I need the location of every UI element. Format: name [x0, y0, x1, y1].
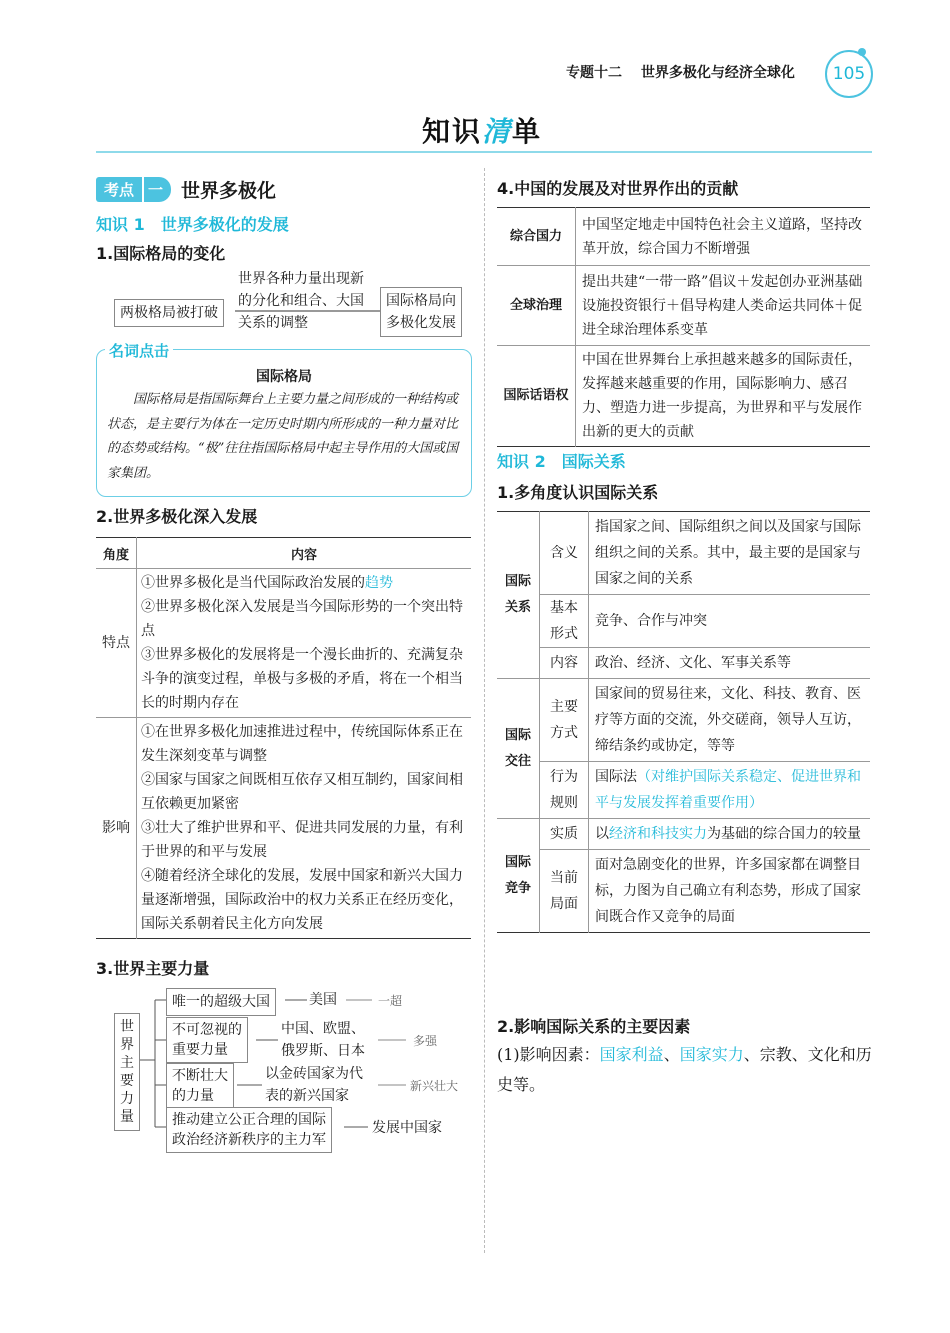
term-box-text: 国际格局是指国际舞台上主要力量之间形成的一种结构或状态，是主要行为体在一定历史时期内所形成的一种力量对比的态势或结构。“极”往往指国际格局中起主导作用的大国或国家集团。 — [107, 392, 459, 481]
table-row — [497, 512, 870, 595]
sub-label: 实质 — [540, 819, 589, 850]
sec1-mid-line: 关系的调整 — [238, 315, 308, 331]
term-box-body — [107, 388, 463, 486]
kaodian-tag: 考点 — [96, 177, 142, 202]
sub-label: 基本形式 — [540, 595, 589, 648]
sub-label: 当前局面 — [540, 850, 589, 933]
row-content: 中国在世界舞台上承担越来越多的国际责任，发挥越来越重要的作用，国际影响力、感召力、塑造力进一步提高，为世界和平与发展作出新的更大的贡献 — [582, 352, 862, 440]
sec1-mid-line: 世界各种力量出现新 — [238, 271, 364, 287]
force-mid-line: 以金砖国家为代 — [265, 1066, 363, 1082]
banner-word-2: 清 — [482, 115, 513, 148]
kaodian-number: 一 — [144, 177, 171, 202]
table-row — [497, 208, 870, 266]
table-row — [497, 679, 870, 762]
kaodian-title: 世界多极化 — [181, 179, 277, 202]
topic-label: 专题十二 — [566, 65, 622, 81]
topic-title: 世界多极化与经济全球化 — [640, 65, 795, 81]
force-mid-line: 中国、欧盟、 — [281, 1021, 365, 1037]
row-label: 影响 — [96, 718, 137, 939]
knowledge-1-heading: 知识 1 世界多极化的发展 — [96, 215, 289, 234]
term-box — [96, 342, 472, 497]
force-box — [166, 1017, 248, 1063]
row-content: 指国家之间、国际组织之间以及国家与国际组织之间的关系。其中，最主要的是国家与国家之间的关系 — [589, 512, 871, 595]
row-line: ④随着经济全球化的发展，发展中国家和新兴大国力量逐渐增强，国际政治中的权力关系正在经历变化，国际关系朝着民主化方向发展 — [141, 868, 463, 932]
force-box: 唯一的超级大国 — [166, 988, 276, 1016]
table-row — [497, 346, 870, 447]
kaodian-heading — [96, 176, 276, 202]
table-row — [96, 569, 471, 718]
table-row — [497, 762, 870, 819]
row-content: 国家间的贸易往来，文化、科技、教育、医疗等方面的交流，外交磋商，领导人互访，缔结条约或协定，等等 — [589, 679, 871, 762]
group-label: 国际竞争 — [497, 819, 540, 933]
international-relations-table — [497, 511, 870, 933]
sec1-heading: 1.国际格局的变化 — [96, 244, 226, 263]
row-line: ②国家与国家之间既相互依存又相互制约，国家间相互依赖更加紧密 — [141, 772, 463, 812]
term-box-label: 名词点击 — [105, 340, 173, 361]
row-content: 政治、经济、文化、军事关系等 — [589, 648, 871, 679]
row-line: ①在世界多极化加速推进过程中，传统国际体系正在发生深刻变革与调整 — [141, 724, 463, 764]
row-content: 国际法（对维护国际关系稳定、促进世界和平与发展发挥着重要作用） — [589, 762, 871, 819]
sec1-box-right-line: 多极化发展 — [386, 315, 456, 331]
sec1-mid-line: 的分化和组合、大国 — [238, 293, 364, 309]
banner-rule — [96, 151, 872, 153]
column-divider — [484, 168, 485, 1253]
row-content: 竞争、合作与冲突 — [589, 595, 871, 648]
sub-label: 主要方式 — [540, 679, 589, 762]
row-content: 中国坚定地走中国特色社会主义道路，坚持改革开放，综合国力不断增强 — [576, 208, 871, 266]
force-mid — [265, 1063, 363, 1107]
row-line: ③世界多极化的发展将是一个漫长曲折的、充满复杂斗争的演变过程，单极与多极的矛盾，将在一个相当长的时期内存在 — [141, 647, 463, 711]
row-line: ③壮大了维护世界和平、促进共同发展的力量，有利于世界的和平与发展 — [141, 820, 463, 860]
sec1-box-right — [380, 287, 462, 337]
row-content — [137, 569, 472, 718]
force-mid-line: 俄罗斯、日本 — [281, 1043, 365, 1059]
row-line: ①世界多极化是当代国际政治发展的趋势 — [141, 575, 393, 591]
row-content: 面对急剧变化的世界，许多国家都在调整目标，力图为自己确立有利态势，形成了国家间既合作又竞争的局面 — [595, 857, 861, 925]
table-row — [497, 850, 870, 933]
row-label: 特点 — [96, 569, 137, 718]
force-box-line: 重要力量 — [172, 1042, 228, 1058]
table-row — [497, 266, 870, 346]
sec1-box-left: 两极格局被打破 — [114, 299, 224, 327]
row-content: 提出共建“一带一路”倡议＋发起创办亚洲基础设施投资银行＋倡导构建人类命运共同体＋促进全球治理体系变革 — [576, 266, 871, 346]
force-box-line: 不可忽视的 — [172, 1022, 242, 1038]
force-tail: 一超 — [378, 994, 403, 1008]
china-contribution-table — [497, 207, 870, 447]
sec6-heading: 2.影响国际关系的主要因素 — [497, 1017, 691, 1036]
page-number: 105 — [825, 50, 873, 98]
sub-label: 含义 — [540, 512, 589, 595]
sec3-heading: 3.世界主要力量 — [96, 959, 210, 978]
force-box-line: 的力量 — [172, 1088, 214, 1104]
force-box-line: 政治经济新秩序的主力军 — [172, 1132, 326, 1148]
term-box-title: 国际格局 — [256, 369, 312, 385]
banner-word-3: 单 — [512, 115, 543, 148]
row-content — [137, 718, 472, 939]
row-content: 以经济和科技实力为基础的综合国力的较量 — [589, 819, 871, 850]
table-row — [497, 819, 870, 850]
force-box — [166, 1063, 234, 1109]
table-header: 角度 — [96, 538, 137, 569]
force-box-line: 推动建立公正合理的国际 — [172, 1112, 326, 1128]
force-box-line: 不断壮大 — [172, 1068, 228, 1084]
force-box — [166, 1107, 332, 1153]
section-banner — [422, 110, 542, 150]
force-mid — [281, 1018, 365, 1062]
table-row — [96, 718, 471, 939]
forces-root: 世界主要力量 — [114, 1013, 140, 1131]
table-header: 内容 — [137, 538, 472, 569]
sec1-box-right-line: 国际格局向 — [386, 293, 456, 309]
force-mid-line: 表的新兴国家 — [265, 1088, 349, 1104]
table-row — [497, 648, 870, 679]
table-row — [497, 595, 870, 648]
group-label: 国际关系 — [497, 512, 540, 679]
row-label: 综合国力 — [497, 208, 576, 266]
row-line: ②世界多极化深入发展是当今国际形势的一个突出特点 — [141, 599, 463, 639]
sub-label: 行为规则 — [540, 762, 589, 819]
sec1-mid-text — [238, 268, 364, 334]
row-label: 全球治理 — [497, 266, 576, 346]
running-header — [566, 62, 795, 82]
multipolarity-table — [96, 537, 471, 939]
sec2-heading: 2.世界多极化深入发展 — [96, 507, 258, 526]
sub-label: 内容 — [540, 648, 589, 679]
group-label: 国际交往 — [497, 679, 540, 819]
sec4-heading: 4.中国的发展及对世界作出的贡献 — [497, 179, 739, 198]
force-tail: 新兴壮大 — [410, 1079, 459, 1093]
force-mid: 发展中国家 — [372, 1120, 442, 1136]
force-mid: 美国 — [309, 992, 337, 1008]
sec6-paragraph: (1)影响因素：国家利益、国家实力、宗教、文化和历史等。 — [497, 1045, 872, 1094]
force-tail: 多强 — [413, 1034, 438, 1048]
row-label: 国际话语权 — [497, 346, 576, 447]
banner-word-1: 知识 — [422, 115, 483, 148]
knowledge-2-heading: 知识 2 国际关系 — [497, 452, 626, 471]
sec5-heading: 1.多角度认识国际关系 — [497, 483, 659, 502]
